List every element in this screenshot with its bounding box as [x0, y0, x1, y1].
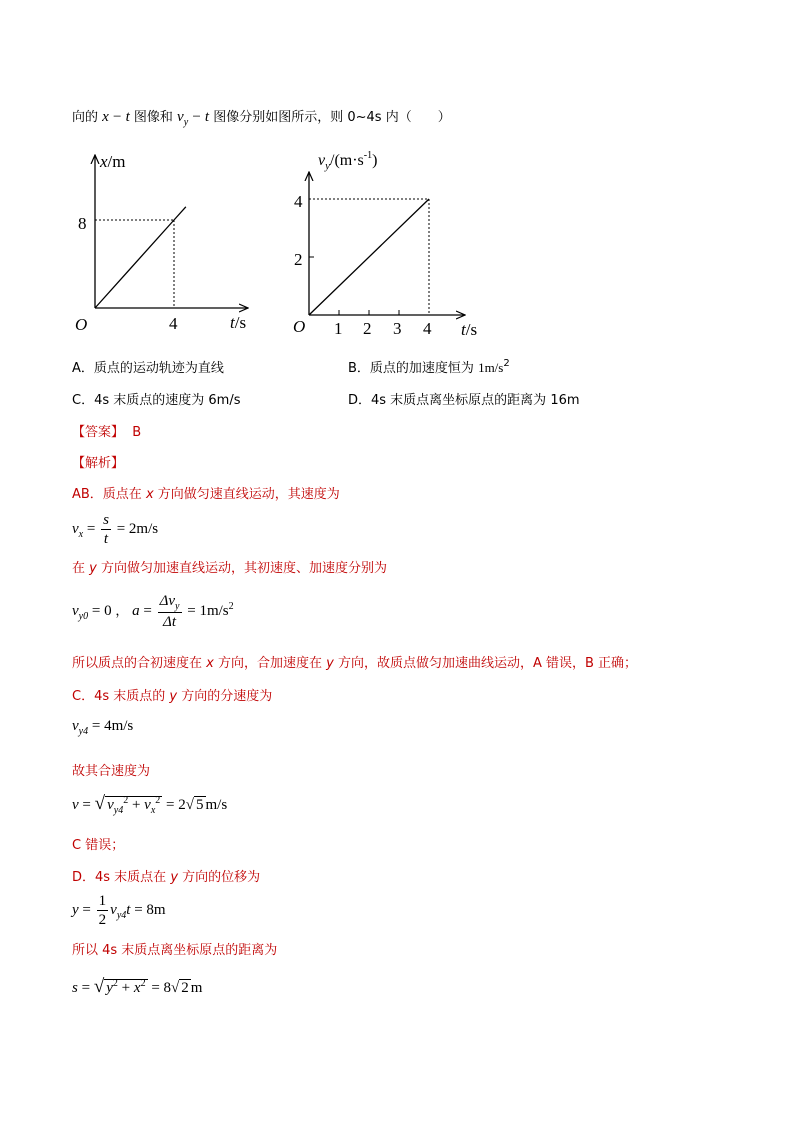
- analysis-p1: AB．质点在 x 方向做匀速直线运动，其速度为: [72, 487, 340, 502]
- xt-tick-x-4: 4: [169, 314, 178, 333]
- xt-tick-y-8: 8: [78, 214, 87, 233]
- vt-x-axis-label: t/s: [461, 320, 478, 339]
- vt-y-axis-label: $v_y/(m\cdot s^{-1})$: [318, 150, 378, 172]
- vt-origin-label: O: [293, 317, 306, 336]
- answer: 【答案】 B: [72, 425, 142, 440]
- xt-series-line: [95, 207, 186, 308]
- analysis-p7: D．4s 末质点在 y 方向的位移为: [72, 870, 261, 885]
- analysis-p4: C．4s 末质点的 y 方向的分速度为: [72, 689, 273, 704]
- option-a: A．质点的运动轨迹为直线: [72, 361, 224, 376]
- xt-x-axis-label: t/s: [230, 313, 247, 332]
- option-c: C．4s 末质点的速度为 6m/s: [72, 393, 241, 408]
- equation-vx: $v_x$ = $\frac{s}{t}$ = 2m/s: [72, 512, 159, 547]
- xt-graph: [70, 145, 270, 345]
- equation-y: y = $\frac{1}{2}$ $v_{y4}t = 8m$: [72, 893, 166, 928]
- vt-tick-x-3: 3: [393, 319, 402, 338]
- analysis-label: 【解析】: [72, 456, 125, 471]
- question-text: 向的 x − t 图像和 $v_y - t$ 图像分别如图所示，则 0~4s 内（ ）: [72, 109, 451, 128]
- vt-tick-y-2: 2: [294, 250, 303, 269]
- equation-vy0-a: $v_{y0} = 0$ ， a = $\frac{\Delta v_y}{\Delta t}$ = $1m/s^2$: [72, 593, 234, 630]
- vt-tick-x-1: 1: [334, 319, 343, 338]
- option-d: D．4s 末质点离坐标原点的距离为 16m: [348, 393, 580, 408]
- vt-series-line: [309, 199, 429, 315]
- analysis-p5: 故其合速度为: [72, 764, 151, 779]
- xt-y-axis-label: x/m: [100, 152, 126, 171]
- vt-tick-x-4: 4: [423, 319, 432, 338]
- equation-s: s = √ $y^2 + x^2 = 8√$ 2 m: [72, 976, 203, 997]
- vt-graph: [290, 145, 500, 345]
- analysis-p8: 所以 4s 末质点离坐标原点的距离为: [72, 943, 278, 958]
- vt-tick-x-2: 2: [363, 319, 372, 338]
- vt-tick-y-4: 4: [294, 192, 303, 211]
- equation-v: v = √ $v_{y4}^2 + v_x^2 = 2√$ 5 m/s: [72, 793, 228, 816]
- equation-vy4: $v_{y4} = 4m/s$: [72, 718, 134, 737]
- xt-origin-label: O: [75, 315, 88, 334]
- option-b: B．质点的加速度恒为 $1m/s^2$: [348, 358, 510, 376]
- analysis-p6: C 错误；: [72, 838, 125, 853]
- analysis-p2: 在 y 方向做匀加速直线运动，其初速度、加速度分别为: [72, 561, 387, 576]
- analysis-p3: 所以质点的合初速度在 x 方向，合加速度在 y 方向，故质点做匀加速曲线运动，A 错误，B 正确；: [72, 656, 638, 671]
